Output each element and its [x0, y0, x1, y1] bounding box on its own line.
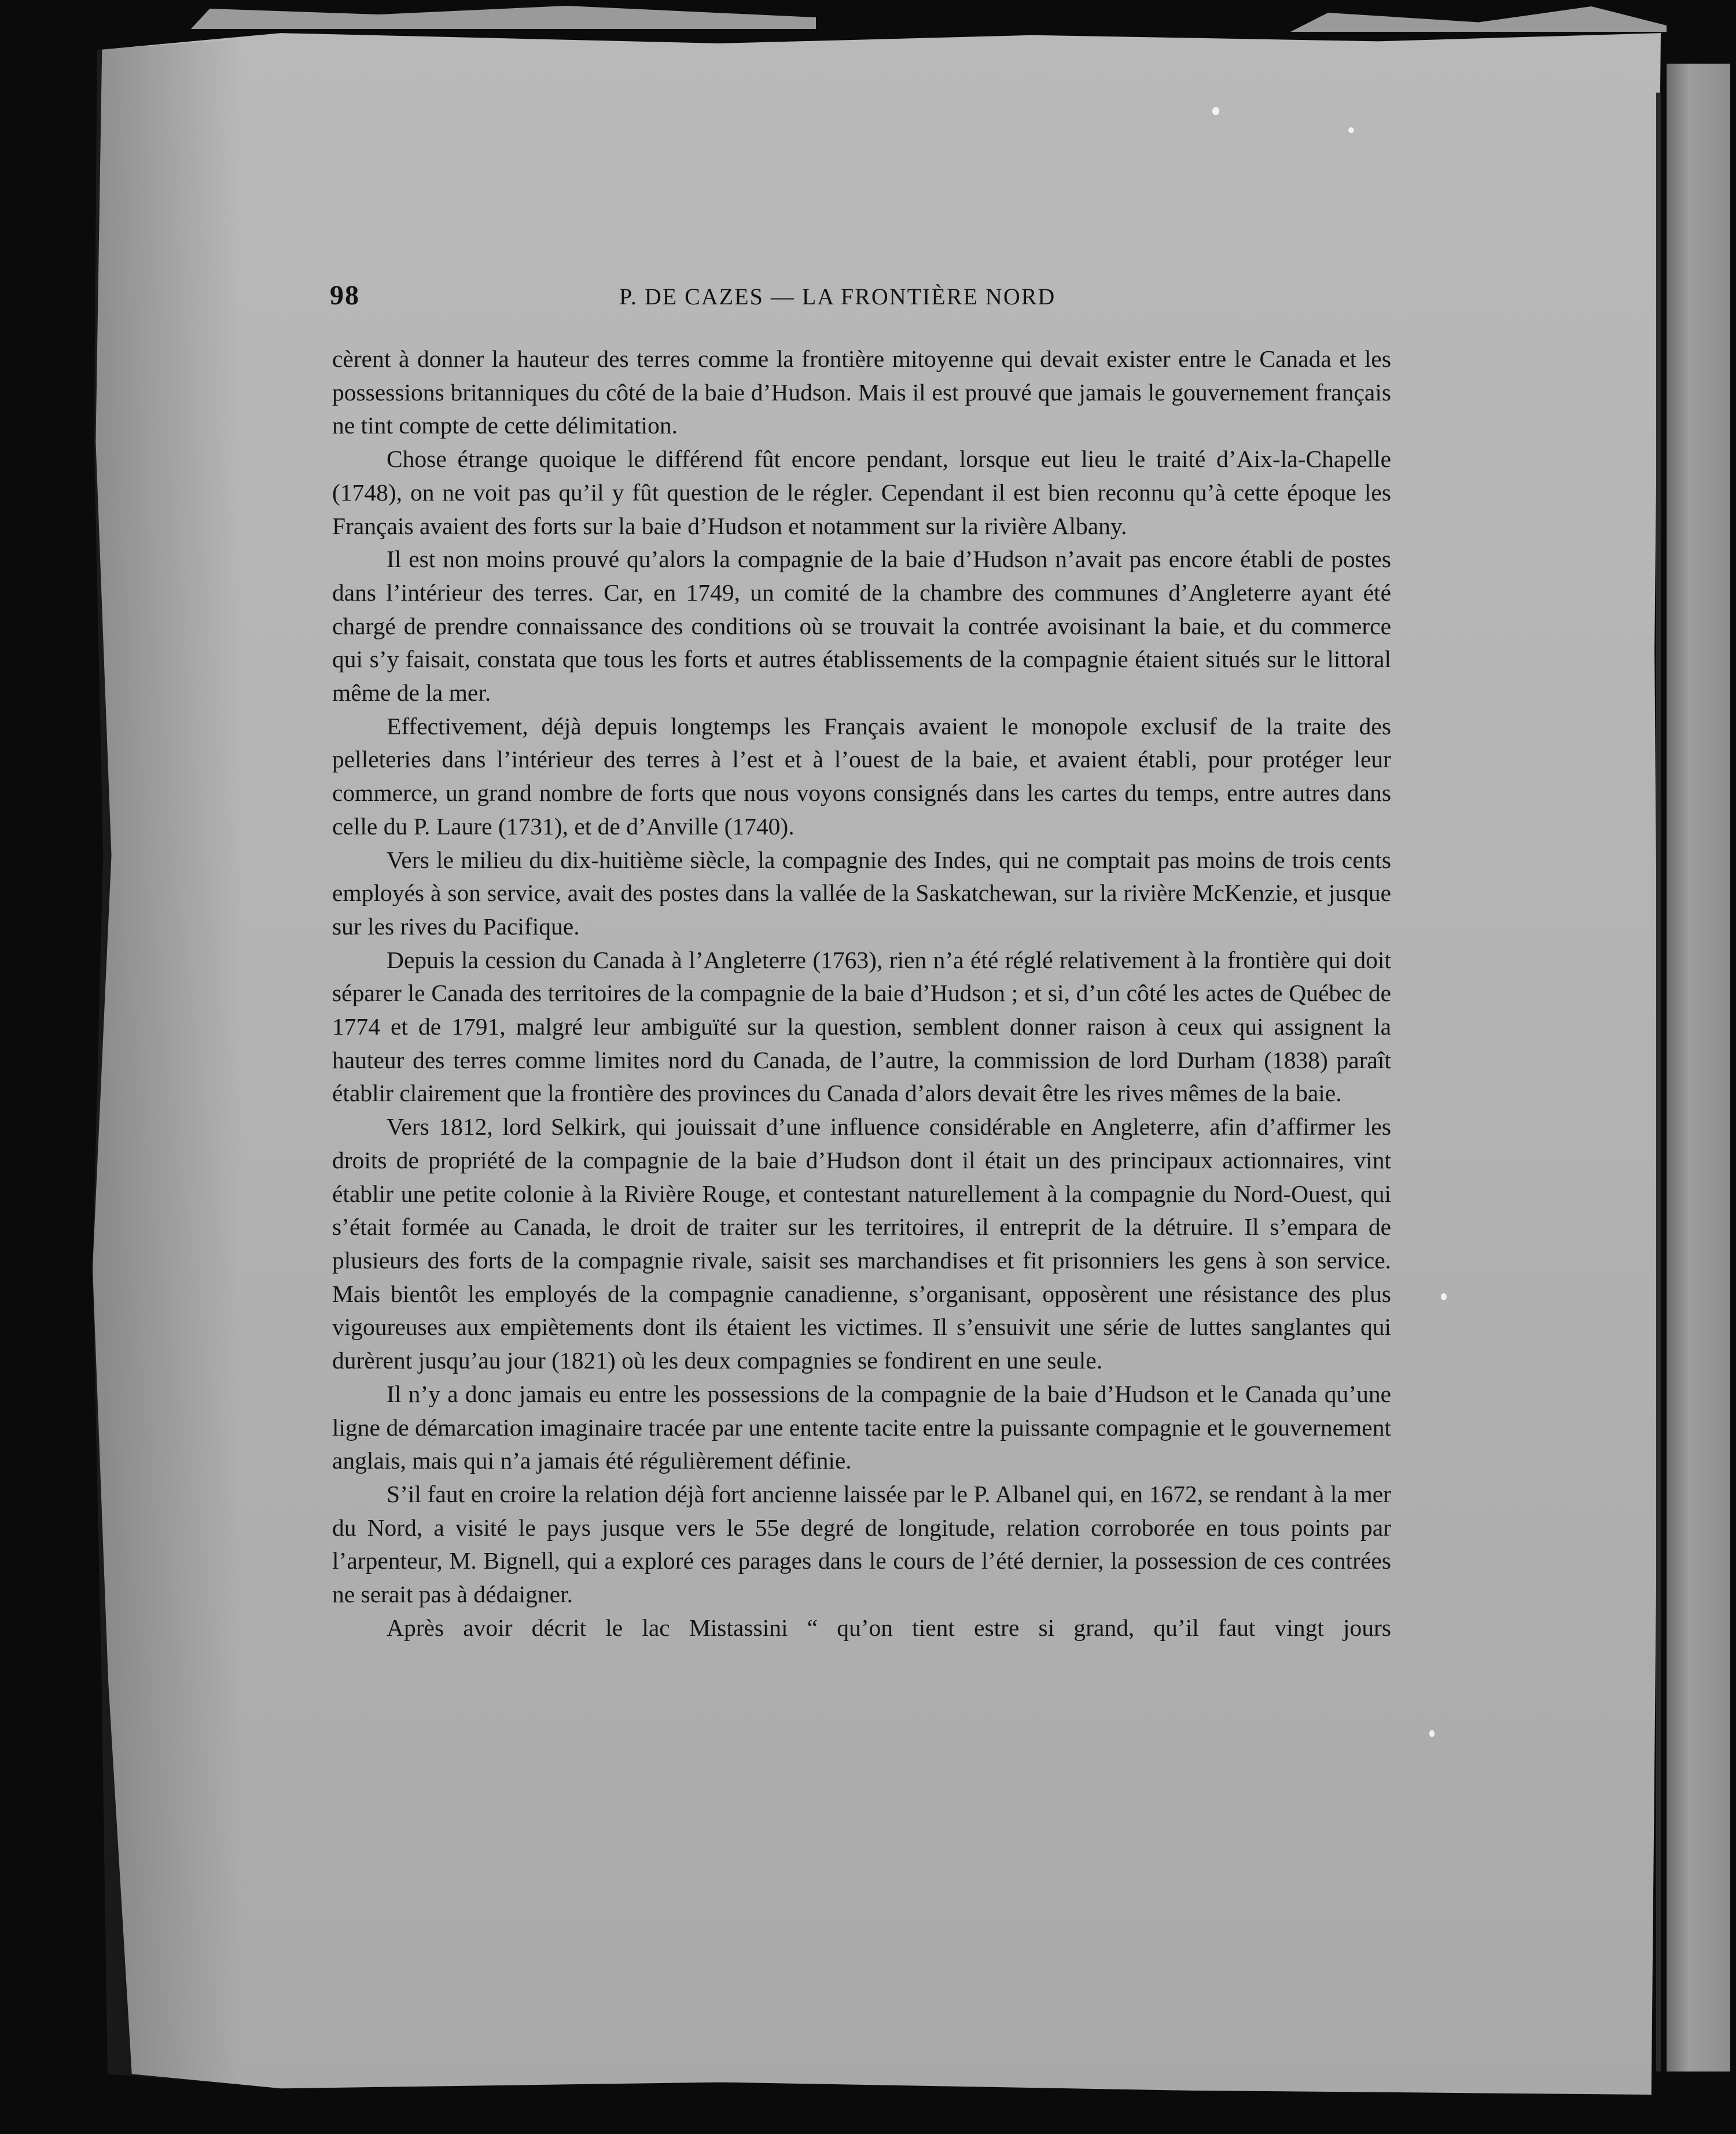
page-edge-line: [1656, 93, 1661, 2072]
paragraph: Effectivement, déjà depuis longtemps les Français avaient le monopole exclusif de la traite des pelleteries dans l’intérieur des terres à l’est et à l’ouest de la baie, et avaient établi, pour protéger leur commerce, un grand nombre de forts que nous voyons consignés dans les cartes du temps, entre autres dans celle du P. Laure (1731), et de d’Anville (1740).: [332, 712, 1391, 840]
paragraph: Vers le milieu du dix-huitième siècle, la compagnie des Indes, qui ne comptait pas moins de trois cents employés à son service, avait des postes dans la vallée de la Saskatchewan, sur la rivière McKenzie, et jusque sur les rives du Pacifique.: [332, 846, 1391, 940]
page-shadow: [93, 29, 243, 2095]
paragraph: S’il faut en croire la relation déjà fort ancienne laissée par le P. Albanel qui, en 1672, se rendant à la mer du Nord, a visité le pays jusque vers le 55e degré de longitude, relation corroborée en tous points par l’arpenteur, M. Bignell, qui a exploré ces parages dans le cours de l’été dernier, la possession de ces contrées ne serait pas à dédaigner.: [332, 1480, 1391, 1608]
torn-paper-fragment: [1290, 0, 1667, 32]
paragraph: Depuis la cession du Canada à l’Angleterre (1763), rien n’a été réglé relativement à la frontière qui doit séparer le Canada des territoires de la compagnie de la baie d’Hudson ; et si, d’un côté les actes de Québec de 1774 et de 1791, malgré leur ambiguïté sur la question, semblent donner raison à ceux qui assignent la hauteur des terres comme limites nord du Canada, de l’autre, la commission de lord Durham (1838) paraît établir clairement que la frontière des provinces du Canada d’alors devait être les rives mêmes de la baie.: [332, 946, 1391, 1107]
dust-speck: [1429, 1730, 1435, 1737]
dust-speck: [1441, 1293, 1447, 1300]
dust-speck: [1348, 127, 1354, 133]
paragraph: Chose étrange quoique le différend fût encore pendant, lorsque eut lieu le traité d’Aix-la-Chapelle (1748), on ne voit pas qu’il y fût question de le régler. Cependant il est bien reconnu qu’à cette époque les Français avaient des forts sur la baie d’Hudson et notamment sur la rivière Albany.: [332, 446, 1391, 539]
page-number: 98: [330, 280, 360, 311]
running-header: [330, 279, 1099, 314]
paragraph: Il est non moins prouvé qu’alors la compagnie de la baie d’Hudson n’avait pas encore établi de postes dans l’intérieur des terres. Car, en 1749, un comité de la chambre des communes d’Angleterre ayant été chargé de prendre connaissance des conditions où se trouvait la contrée avoisinant la baie, et du commerce qui s’y faisait, constata que tous les forts et autres établissements de la compagnie étaient situés sur le littoral même de la mer.: [332, 546, 1391, 707]
adjacent-page-edge: [1667, 64, 1730, 2072]
paragraph: cèrent à donner la hauteur des terres comme la frontière mitoyenne qui devait exister entre le Canada et les possessions britanniques du côté de la baie d’Hudson. Mais il est prouvé que jamais le gouvernement français ne tint compte de cette délimitation.: [332, 345, 1391, 439]
running-head-title: P. DE CAZES — LA FRONTIÈRE NORD: [619, 284, 1056, 310]
body-text: [332, 343, 1391, 1644]
paragraph: Vers 1812, lord Selkirk, qui jouissait d’une influence considérable en Angleterre, afin d’affirmer les droits de propriété de la compagnie de la baie d’Hudson dont il était un des principaux actionnaires, vint établir une petite colonie à la Rivière Rouge, et contestant naturellement à la compagnie du Nord-Ouest, qui s’était formée au Canada, le droit de traiter sur les territoires, il entreprit de la détruire. Il s’empara de plusieurs des forts de la compagnie rivale, saisit ses marchandises et fit prisonniers les gens à son service. Mais bientôt les employés de la compagnie canadienne, s’organisant, opposèrent une résistance des plus vigoureuses aux empiètements dont ils étaient les victimes. Il s’ensuivit une série de luttes sanglantes qui durèrent jusqu’au jour (1821) où les deux compagnies se fondirent en une seule.: [332, 1113, 1391, 1374]
dust-speck: [1212, 107, 1219, 115]
torn-paper-fragment: [191, 0, 816, 29]
paragraph: Il n’y a donc jamais eu entre les possessions de la compagnie de la baie d’Hudson et le Canada qu’une ligne de démarcation imaginaire tracée par une entente tacite entre la puissante compagnie et le gouvernement anglais, mais qui n’a jamais été régulièrement définie.: [332, 1380, 1391, 1474]
paragraph: Après avoir décrit le lac Mistassini “ qu’on tient estre si grand, qu’il faut vingt jours: [387, 1614, 1391, 1641]
